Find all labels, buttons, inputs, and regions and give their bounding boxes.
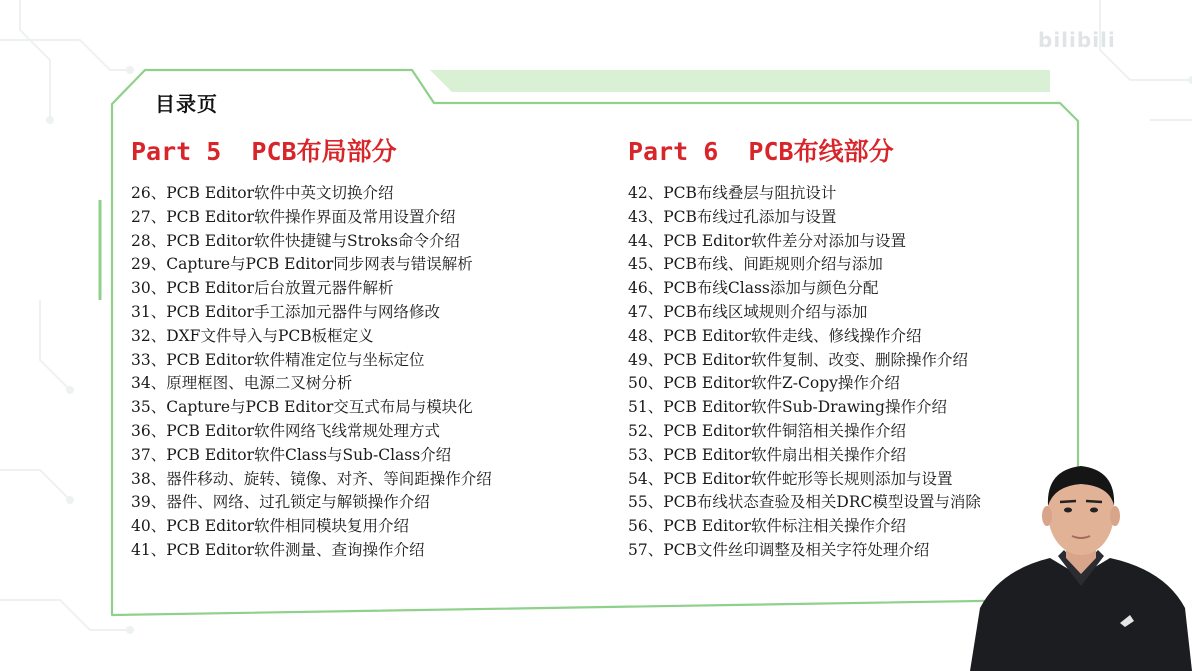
list-item: 41、PCB Editor软件测量、查询操作介绍 <box>131 540 425 559</box>
list-item: 37、PCB Editor软件Class与Sub-Class介绍 <box>131 445 452 464</box>
list-item: 55、PCB布线状态查验及相关DRC模型设置与消除 <box>628 493 981 512</box>
list-item: 42、PCB布线叠层与阻抗设计 <box>628 184 837 202</box>
list-item: 28、PCB Editor软件快捷键与Stroks命令介绍 <box>131 231 460 250</box>
list-item: 32、DXF文件导入与PCB板框定义 <box>131 326 374 345</box>
list-item: 53、PCB Editor软件扇出相关操作介绍 <box>628 445 906 464</box>
list-item: 44、PCB Editor软件差分对添加与设置 <box>628 231 906 250</box>
page-title: 目录页 <box>155 92 218 116</box>
list-item: 36、PCB Editor软件网络飞线常规处理方式 <box>131 421 440 440</box>
list-item: 27、PCB Editor软件操作界面及常用设置介绍 <box>131 207 456 226</box>
section-part6 <box>628 136 981 563</box>
list-item: 47、PCB布线区域规则介绍与添加 <box>628 302 868 321</box>
list-item: 48、PCB Editor软件走线、修线操作介绍 <box>628 326 922 345</box>
list-item: 33、PCB Editor软件精准定位与坐标定位 <box>131 350 425 369</box>
list-item: 49、PCB Editor软件复制、改变、删除操作介绍 <box>628 350 968 369</box>
section-part5 <box>131 136 492 563</box>
list-item: 31、PCB Editor手工添加元器件与网络修改 <box>131 302 440 321</box>
list-item: 50、PCB Editor软件Z-Copy操作介绍 <box>628 374 900 393</box>
list-item: 46、PCB布线Class添加与颜色分配 <box>628 279 879 298</box>
frame-top-band <box>430 70 1050 92</box>
list-item: 39、器件、网络、过孔锁定与解锁操作介绍 <box>131 493 430 512</box>
presenter-avatar <box>970 458 1192 671</box>
list-item: 56、PCB Editor软件标注相关操作介绍 <box>628 517 906 536</box>
list-item: 51、PCB Editor软件Sub-Drawing操作介绍 <box>628 398 947 417</box>
list-item: 26、PCB Editor软件中英文切换介绍 <box>131 184 394 202</box>
section-item-list <box>628 182 981 563</box>
list-item: 57、PCB文件丝印调整及相关字符处理介绍 <box>628 540 930 559</box>
list-item: 52、PCB Editor软件铜箔相关操作介绍 <box>628 421 906 440</box>
list-item: 54、PCB Editor软件蛇形等长规则添加与设置 <box>628 469 953 488</box>
list-item: 43、PCB布线过孔添加与设置 <box>628 207 837 226</box>
list-item: 29、Capture与PCB Editor同步网表与错误解析 <box>131 255 473 274</box>
section-item-list <box>131 182 492 563</box>
list-item: 40、PCB Editor软件相同模块复用介绍 <box>131 517 409 536</box>
bilibili-watermark: bilibili <box>1038 28 1116 52</box>
list-item: 34、原理框图、电源二叉树分析 <box>131 374 353 393</box>
list-item: 30、PCB Editor后台放置元器件解析 <box>131 279 394 298</box>
section-heading: Part 5 PCB布局部分 <box>131 137 397 166</box>
list-item: 35、Capture与PCB Editor交互式布局与模块化 <box>131 398 473 417</box>
list-item: 45、PCB布线、间距规则介绍与添加 <box>628 255 883 274</box>
list-item: 38、器件移动、旋转、镜像、对齐、等间距操作介绍 <box>131 469 492 488</box>
section-heading: Part 6 PCB布线部分 <box>628 137 894 166</box>
